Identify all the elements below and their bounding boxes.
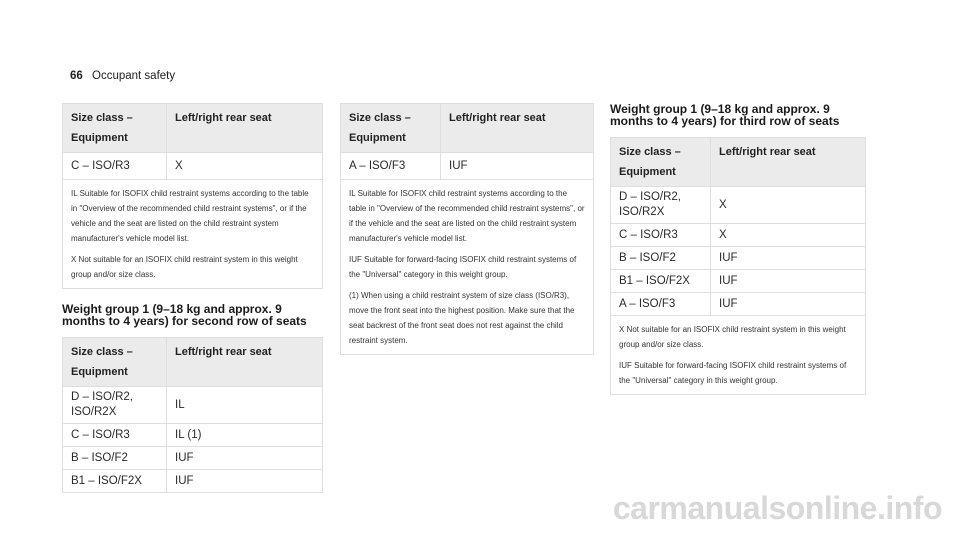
table-header-row <box>611 138 866 187</box>
isofix-table-first-row-seats <box>62 103 323 289</box>
notes-row <box>341 180 594 355</box>
table-row <box>611 293 866 316</box>
size-class-cell: B – ISO/F2 <box>63 447 167 470</box>
note-iuf: IUF Suitable for forward-facing ISOFIX child restraint systems of the "Universal" category in this weight group. <box>619 361 847 385</box>
page-header <box>70 70 175 82</box>
suitability-cell: IUF <box>167 470 323 493</box>
table-notes <box>341 180 594 355</box>
table-row <box>611 187 866 224</box>
section-title-third-row: Weight group 1 (9–18 kg and approx. 9 months to 4 years) for third row of seats <box>610 102 840 128</box>
table-row <box>611 270 866 293</box>
note-footnote-1: (1) When using a child restraint system of size class (ISO/R3), move the front seat into the highest position. Make sure that the seat backrest of the front seat does not rest against the child restraint system. <box>349 291 575 345</box>
size-class-cell: D – ISO/R2, ISO/R2X <box>63 387 167 424</box>
size-class-cell: A – ISO/F3 <box>341 153 441 180</box>
table-row <box>63 447 323 470</box>
table-row <box>611 224 866 247</box>
header-size-class: Size class – Equipment <box>341 104 441 153</box>
note-il: IL Suitable for ISOFIX child restraint systems according to the table in "Overview of the recommended child restraint systems", or if the vehicle and the seat are listed on the child restraint system manufacturer's vehicle model list. <box>71 189 309 243</box>
section-title-second-row: Weight group 1 (9–18 kg and approx. 9 months to 4 years) for second row of seats <box>62 302 307 328</box>
header-seat: Left/right rear seat <box>441 104 594 153</box>
table-row <box>63 424 323 447</box>
suitability-cell: IUF <box>711 293 866 316</box>
header-size-class: Size class – Equipment <box>63 338 167 387</box>
suitability-cell: IUF <box>711 270 866 293</box>
header-size-class: Size class – Equipment <box>611 138 711 187</box>
table-notes <box>611 316 866 395</box>
table-row <box>611 247 866 270</box>
table-header-row <box>63 104 323 153</box>
size-class-cell: B1 – ISO/F2X <box>611 270 711 293</box>
suitability-cell: IL (1) <box>167 424 323 447</box>
suitability-cell: X <box>711 187 866 224</box>
size-class-cell: C – ISO/R3 <box>63 424 167 447</box>
suitability-cell: X <box>711 224 866 247</box>
suitability-cell: IUF <box>167 447 323 470</box>
isofix-table-third-row-seats <box>610 137 866 395</box>
table-header-row <box>341 104 594 153</box>
table-header-row <box>63 338 323 387</box>
header-seat: Left/right rear seat <box>711 138 866 187</box>
header-seat: Left/right rear seat <box>167 104 323 153</box>
note-x: X Not suitable for an ISOFIX child restraint system in this weight group and/or size class. <box>71 255 298 279</box>
column-middle <box>340 103 594 355</box>
header-seat: Left/right rear seat <box>167 338 323 387</box>
isofix-table-continued <box>340 103 594 355</box>
column-right <box>610 103 866 395</box>
notes-row <box>611 316 866 395</box>
notes-row <box>63 180 323 289</box>
suitability-cell: IUF <box>711 247 866 270</box>
isofix-table-second-row-seats <box>62 337 323 493</box>
suitability-cell: IL <box>167 387 323 424</box>
section-name: Occupant safety <box>92 70 176 82</box>
table-row <box>341 153 594 180</box>
table-notes <box>63 180 323 289</box>
note-il: IL Suitable for ISOFIX child restraint systems according to the table in "Overview of the recommended child restraint systems", or if the vehicle and the seat are listed on the child restraint system manufacturer's vehicle model list. <box>349 189 585 243</box>
size-class-cell: D – ISO/R2, ISO/R2X <box>611 187 711 224</box>
watermark: carmanualsonline.info <box>612 490 942 526</box>
note-x: X Not suitable for an ISOFIX child restraint system in this weight group and/or size class. <box>619 325 846 349</box>
size-class-cell: B – ISO/F2 <box>611 247 711 270</box>
page-number: 66 <box>70 70 83 82</box>
table-row <box>63 153 323 180</box>
size-class-cell: A – ISO/F3 <box>611 293 711 316</box>
table-row <box>63 470 323 493</box>
suitability-cell: X <box>167 153 323 180</box>
size-class-cell: C – ISO/R3 <box>63 153 167 180</box>
size-class-cell: C – ISO/R3 <box>611 224 711 247</box>
header-size-class: Size class – Equipment <box>63 104 167 153</box>
size-class-cell: B1 – ISO/F2X <box>63 470 167 493</box>
note-iuf: IUF Suitable for forward-facing ISOFIX child restraint systems of the "Universal" category in this weight group. <box>349 255 577 279</box>
table-row <box>63 387 323 424</box>
suitability-cell: IUF <box>441 153 594 180</box>
column-left <box>62 103 323 493</box>
